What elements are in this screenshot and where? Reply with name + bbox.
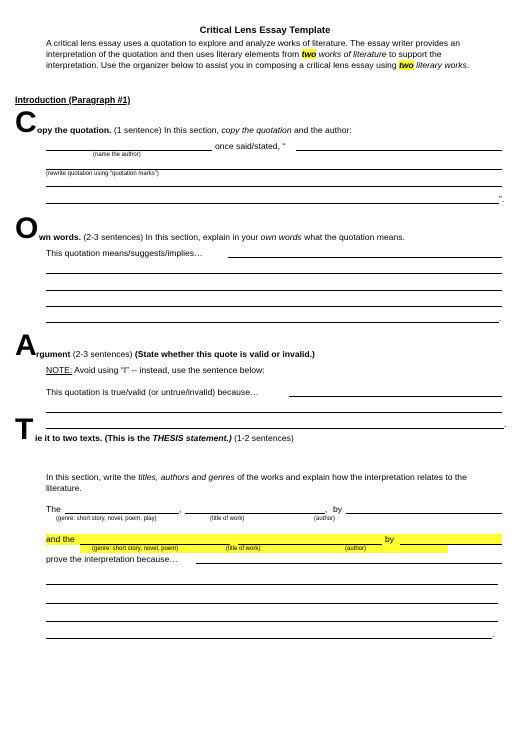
t-by-2: by	[385, 534, 395, 544]
intro-text-3: .	[466, 60, 470, 71]
t-the-label: The	[46, 504, 61, 514]
t-heading-bolditalic: THESIS statement.)	[152, 433, 232, 443]
c-author-line[interactable]	[46, 150, 212, 151]
t-author-line[interactable]	[346, 513, 502, 514]
c-quote-line-4[interactable]	[46, 203, 499, 204]
t-genre-line[interactable]	[65, 513, 179, 514]
c-heading-rest: (1 sentence) In this section,	[111, 125, 222, 135]
a-line-2[interactable]	[46, 412, 502, 413]
a-heading-bold2: (State whether this quote is valid or invalid.)	[134, 349, 315, 359]
t-comma-2: ,	[325, 504, 328, 514]
o-line-3[interactable]	[46, 290, 502, 291]
t-title-caption-2: (title of work)	[226, 546, 261, 552]
c-name-caption: (name the author)	[93, 152, 141, 158]
t-prove: prove the interpretation because…	[46, 554, 178, 564]
t-genre-line-2[interactable]	[80, 544, 230, 545]
t-period: .	[492, 629, 495, 639]
t-desc-1: In this section, write the	[46, 472, 139, 482]
a-heading	[36, 349, 315, 359]
t-author-caption: (author)	[314, 516, 336, 522]
page-title: Critical Lens Essay Template	[199, 25, 331, 36]
t-and-the: and the	[46, 534, 75, 544]
intro-works-of-literature: works of literature	[316, 49, 387, 60]
t-by-1: by	[333, 504, 343, 514]
intro-text-1: A critical lens essay uses a quotation to explore and analyze works of literature. The essay writer provides an interpretation of the quotation and then uses literary elements from	[46, 38, 460, 60]
a-note	[46, 365, 265, 375]
intro-two-highlight-1: two	[301, 49, 317, 60]
letter-t: T	[15, 413, 34, 446]
c-quote-line-2[interactable]	[46, 169, 502, 170]
a-line-3[interactable]	[46, 428, 504, 429]
c-rewrite-caption: (rewrite quotation using “quotation marks”)	[46, 171, 159, 177]
c-quote-line-3[interactable]	[46, 186, 502, 187]
o-heading-italic: own words	[260, 232, 302, 242]
t-line-5[interactable]	[46, 638, 492, 639]
o-line-1[interactable]	[228, 257, 502, 258]
t-title-line[interactable]	[185, 513, 325, 514]
letter-a: A	[15, 329, 37, 362]
o-line-5[interactable]	[46, 322, 499, 323]
t-line-4[interactable]	[46, 621, 498, 622]
t-desc-italic: titles, authors and genres	[138, 472, 235, 482]
c-heading-italic: copy the quotation	[221, 125, 292, 135]
c-heading	[37, 125, 352, 135]
o-period: .	[499, 313, 502, 323]
letter-c: C	[15, 106, 37, 139]
o-line-2[interactable]	[46, 273, 502, 274]
section-heading: Introduction (Paragraph #1)	[15, 95, 131, 105]
t-line-1[interactable]	[196, 563, 502, 564]
c-end-quote: ”.	[499, 194, 505, 204]
c-heading-end: and the author:	[291, 125, 352, 135]
a-period: .	[504, 419, 507, 429]
t-genre-caption: (genre: short story, novel, poem, play)	[56, 516, 157, 522]
a-note-label: NOTE:	[46, 365, 73, 375]
intro-paragraph	[46, 38, 496, 72]
o-heading-rest: (2-3 sentences) In this section, explain in your	[81, 232, 261, 242]
t-genre-caption-2: (genre: short story, novel, poem)	[92, 546, 179, 552]
intro-text-2: to support the interpretation. Use the organizer below to assist you in composing a critical lens essay using	[46, 49, 442, 71]
a-line-1[interactable]	[289, 396, 502, 397]
c-once-said: once said/stated, “	[215, 141, 286, 151]
a-heading-bold: rgument	[36, 349, 71, 359]
t-heading-bold: ie it to two texts. (This is the	[35, 433, 153, 443]
t-heading	[35, 433, 294, 443]
t-author-line-2[interactable]	[400, 544, 502, 545]
t-heading-rest: (1-2 sentences)	[231, 433, 294, 443]
letter-o: O	[15, 212, 39, 245]
intro-literary-works: literary works	[413, 60, 467, 71]
t-author-caption-2: (author)	[345, 546, 367, 552]
t-description	[46, 472, 504, 494]
o-heading	[39, 232, 405, 242]
t-line-2[interactable]	[46, 584, 498, 585]
t-title-caption: (title of work)	[210, 516, 245, 522]
a-heading-rest: (2-3 sentences)	[70, 349, 135, 359]
o-prompt: This quotation means/suggests/implies…	[46, 248, 203, 258]
o-heading-bold: wn words.	[39, 232, 82, 242]
t-line-3[interactable]	[46, 603, 498, 604]
t-desc-2: of the works and explain how the interpretation relates to the literature.	[46, 472, 467, 494]
intro-two-highlight-2: two	[399, 60, 414, 71]
a-note-text: Avoid using “I” -- instead, use the sentence below:	[72, 365, 265, 375]
a-prompt: This quotation is true/valid (or untrue/invalid) because…	[46, 387, 259, 397]
c-heading-bold: opy the quotation.	[37, 125, 112, 135]
t-title-line-2[interactable]	[238, 544, 382, 545]
t-comma-1: ,	[179, 504, 182, 514]
o-heading-end: what the quotation means.	[301, 232, 405, 242]
c-quote-line-1[interactable]	[296, 150, 502, 151]
o-line-4[interactable]	[46, 306, 502, 307]
